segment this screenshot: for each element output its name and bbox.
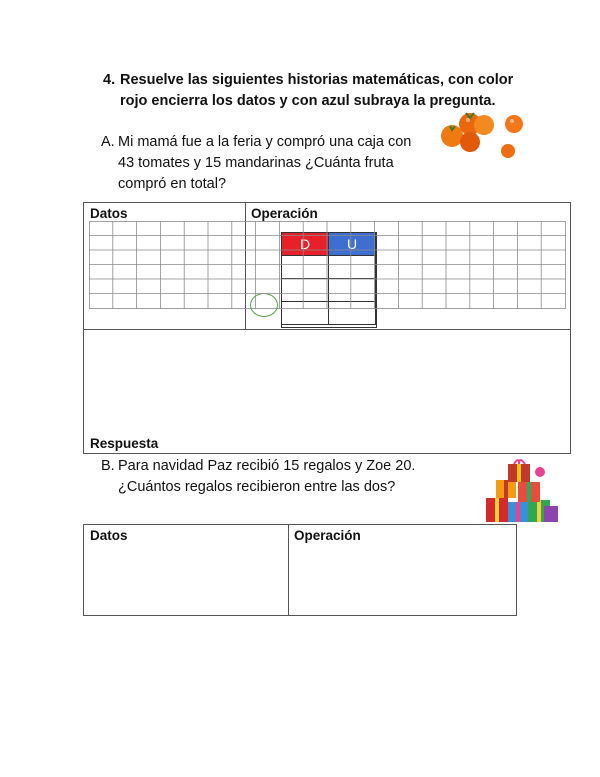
datos-label-b: Datos xyxy=(90,528,128,543)
answer-grid[interactable] xyxy=(89,221,566,309)
du-header-d: D xyxy=(282,233,329,256)
table-b-vertical-divider xyxy=(288,525,289,615)
table-b xyxy=(83,524,517,616)
tomatoes-mandarins-icon xyxy=(430,100,525,162)
problem-b-text: Para navidad Paz recibió 15 regalos y Zoe 20. ¿Cuántos regalos recibieron entre las dos? xyxy=(118,458,416,495)
datos-label: Datos xyxy=(90,206,128,221)
respuesta-label: Respuesta xyxy=(90,436,159,451)
problem-a-text: Mi mamá fue a la feria y compró una caja con 43 tomates y 15 mandarinas ¿Cuánta fruta compró en total? xyxy=(118,134,412,192)
table-a-horizontal-divider xyxy=(84,329,570,330)
question-number: 4. xyxy=(103,72,116,88)
table-a xyxy=(83,202,571,454)
gifts-pile-icon xyxy=(484,458,560,524)
problem-a-letter: A. xyxy=(101,134,115,150)
du-header-u: U xyxy=(329,233,376,256)
problem-a xyxy=(101,132,431,195)
operacion-label-b: Operación xyxy=(294,528,361,543)
question-text: Resuelve las siguientes historias matemáticas, con color rojo encierra los datos y con azul subraya la pregunta. xyxy=(120,72,514,109)
operacion-label: Operación xyxy=(251,206,318,221)
problem-b-letter: B. xyxy=(101,458,115,474)
problem-b xyxy=(101,456,471,498)
